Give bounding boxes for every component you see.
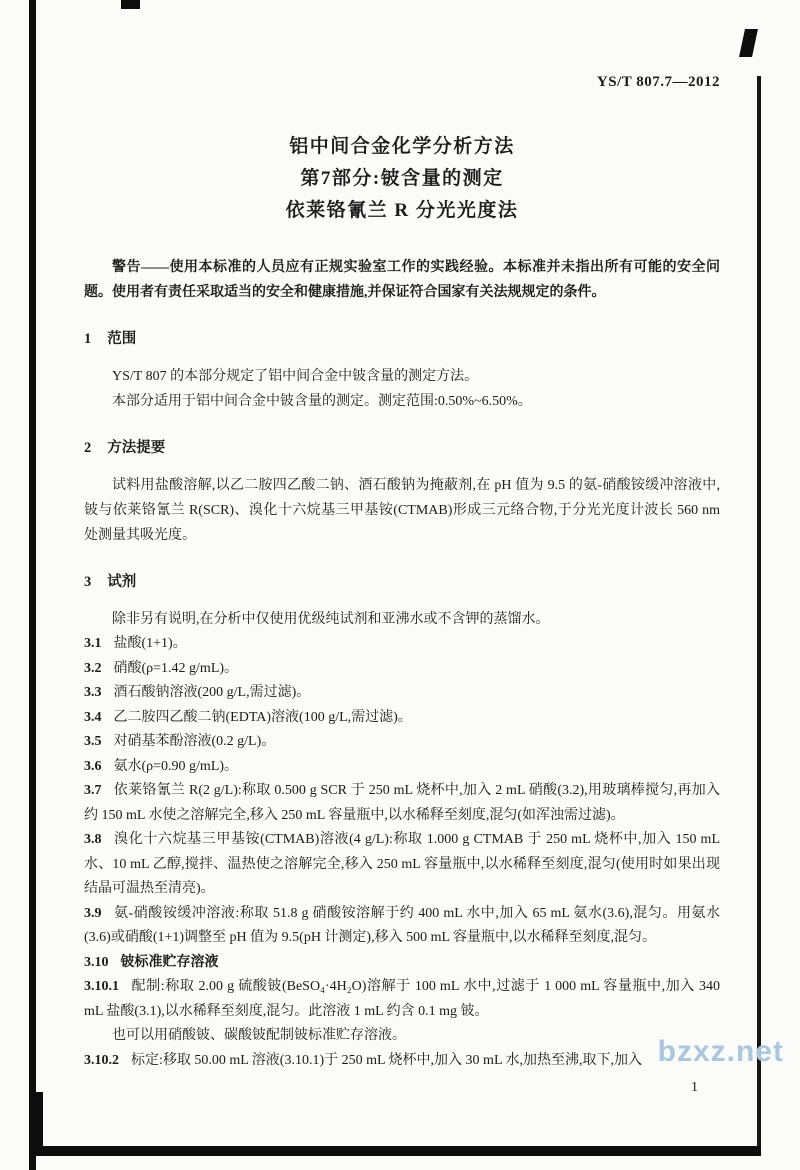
clause-text: 铍标准贮存溶液 bbox=[120, 954, 219, 970]
warning-paragraph: 警告——使用本标准的人员应有正规实验室工作的实践经验。本标准并未指出所有可能的安全问题。使用者有责任采取适当的安全和健康措施,并保证符合国家有关法规规定的条件。 bbox=[84, 260, 720, 300]
section-number: 2 bbox=[84, 440, 92, 456]
clause-text: 氨水(ρ=0.90 g/mL)。 bbox=[113, 758, 239, 774]
method-summary-paragraph: 试料用盐酸溶解,以乙二胺四乙酸二钠、酒石酸钠为掩蔽剂,在 pH 值为 9.5 的氨-硝酸铵缓冲溶液中,铍与依莱铬氰兰 R(SCR)、溴化十六烷基三甲基铵(CTMAB)形成三元络合物,于分光光度计波长 560 nm 处测量其吸光度。 bbox=[84, 478, 720, 543]
scope-paragraph-1: YS/T 807 的本部分规定了铝中间合金中铍含量的测定方法。 bbox=[112, 369, 479, 384]
page-number: 1 bbox=[691, 1080, 698, 1095]
reagent-item-3-10-2 bbox=[84, 1049, 720, 1074]
section-heading-reagents bbox=[84, 570, 720, 591]
section-number: 3 bbox=[84, 574, 92, 590]
reagent-item-3-3 bbox=[84, 681, 720, 706]
reagent-item-3-2 bbox=[84, 657, 720, 682]
reagent-item-3-8 bbox=[84, 828, 720, 902]
clause-number: 3.9 bbox=[84, 905, 102, 921]
section-title: 范围 bbox=[107, 331, 137, 347]
reagents-intro-paragraph: 除非另有说明,在分析中仅使用优级纯试剂和亚沸水或不含钾的蒸馏水。 bbox=[112, 612, 550, 627]
document-title bbox=[84, 131, 720, 227]
section-number: 1 bbox=[84, 331, 92, 347]
clause-text: 氨-硝酸铵缓冲溶液:称取 51.8 g 硝酸铵溶解于约 400 mL 水中,加入 65 mL 氨水(3.6),混匀。用氨水(3.6)或硝酸(1+1)调整至 pH 值为 9.5(pH 计测定),移入 500 mL 容量瓶中,以水稀释至刻度,混匀。 bbox=[84, 905, 720, 945]
title-line-2: 第7部分:铍含量的测定 bbox=[300, 168, 504, 189]
reagent-note-alternative: 也可以用硝酸铍、碳酸铍配制铍标准贮存溶液。 bbox=[112, 1028, 406, 1043]
clause-text: 盐酸(1+1)。 bbox=[113, 636, 187, 651]
clause-number: 3.5 bbox=[84, 734, 102, 749]
section-title: 方法提要 bbox=[107, 440, 166, 456]
clause-text: 对硝基苯酚溶液(0.2 g/L)。 bbox=[113, 734, 276, 749]
clause-text: 硝酸(ρ=1.42 g/mL)。 bbox=[113, 660, 239, 676]
watermark-bzxz: bzxz.net bbox=[657, 1035, 784, 1068]
clause-number: 3.6 bbox=[84, 758, 102, 774]
clause-number: 3.7 bbox=[84, 783, 102, 798]
clause-number: 3.4 bbox=[84, 709, 102, 725]
reagent-item-3-7 bbox=[84, 779, 720, 828]
clause-text: 标定:移取 50.00 mL 溶液(3.10.1)于 250 mL 烧杯中,加入 30 mL 水,加热至沸,取下,加入 bbox=[131, 1052, 642, 1068]
standard-code: YS/T 807.7—2012 bbox=[596, 74, 720, 90]
clause-number: 3.10 bbox=[84, 954, 109, 970]
clause-number: 3.10.1 bbox=[84, 979, 119, 994]
clause-text: 乙二胺四乙酸二钠(EDTA)溶液(100 g/L,需过滤)。 bbox=[113, 709, 412, 725]
clause-text: 溴化十六烷基三甲基铵(CTMAB)溶液(4 g/L):称取 1.000 g CTMAB 于 250 mL 烧杯中,加入 150 mL 水、10 mL 乙醇,搅拌、温热使之溶解完全,移入 250 mL 容量瓶中,以水稀释至刻度,混匀(使用时如果出现结晶可温热至清亮)。 bbox=[84, 832, 720, 896]
clause-number: 3.1 bbox=[84, 636, 102, 651]
reagent-item-3-10-1 bbox=[84, 975, 720, 1024]
reagent-item-3-1 bbox=[84, 632, 720, 657]
scope-paragraph-2: 本部分适用于铝中间合金中铍含量的测定。测定范围:0.50%~6.50%。 bbox=[112, 394, 532, 409]
reagent-item-3-6 bbox=[84, 755, 720, 780]
reagent-item-3-10 bbox=[84, 951, 720, 976]
clause-text: 依莱铬氰兰 R(2 g/L):称取 0.500 g SCR 于 250 mL 烧杯中,加入 2 mL 硝酸(3.2),用玻璃棒搅匀,再加入约 150 mL 水使之溶解完全,移入 250 mL 容量瓶中,以水稀释至刻度,混匀(如浑浊需过滤)。 bbox=[84, 783, 720, 823]
reagent-item-3-4 bbox=[84, 706, 720, 731]
reagent-item-3-5 bbox=[84, 730, 720, 755]
clause-number: 3.10.2 bbox=[84, 1052, 119, 1068]
section-heading-scope bbox=[84, 327, 720, 348]
section-heading-method-summary bbox=[84, 436, 720, 457]
section-title: 试剂 bbox=[107, 574, 137, 590]
clause-number: 3.8 bbox=[84, 832, 102, 847]
title-line-3: 依莱铬氰兰 R 分光光度法 bbox=[285, 200, 519, 221]
reagent-item-3-9 bbox=[84, 902, 720, 951]
clause-number: 3.3 bbox=[84, 685, 102, 700]
clause-text: 酒石酸钠溶液(200 g/L,需过滤)。 bbox=[113, 685, 311, 700]
clause-number: 3.2 bbox=[84, 660, 102, 676]
clause-text: 配制:称取 2.00 g 硫酸铍(BeSO₄·4H₂O)溶解于 100 mL 水中,过滤于 1 000 mL 容量瓶中,加入 340 mL 盐酸(3.1),以水稀释至刻度,混匀。此溶液 1 mL 约含 0.1 mg 铍。 bbox=[84, 979, 720, 1019]
title-line-1: 铝中间合金化学分析方法 bbox=[289, 136, 515, 157]
